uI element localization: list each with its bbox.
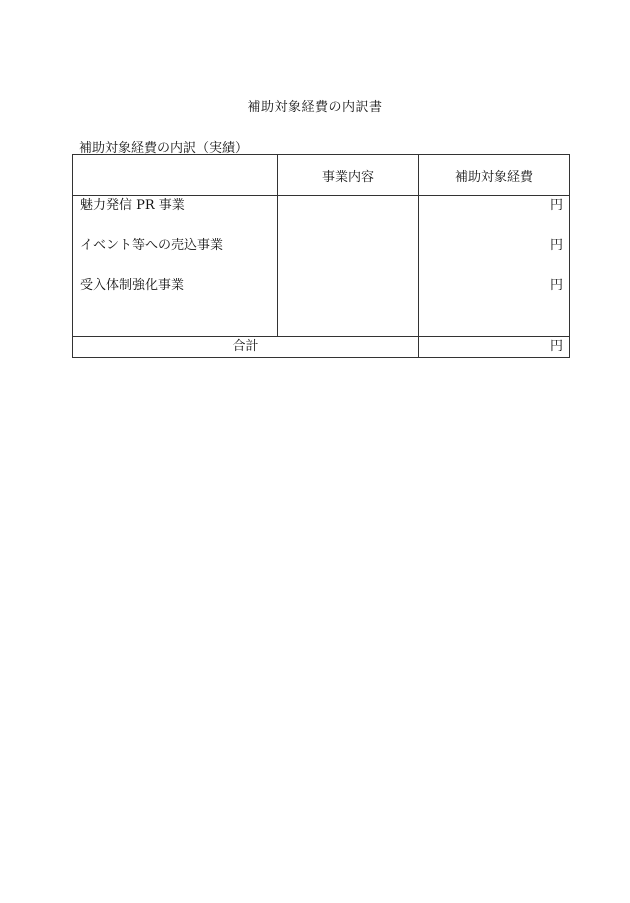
section-title: 補助対象経費の内訳（実績）: [79, 141, 249, 156]
item-list: [73, 196, 277, 316]
amount-unit: 円: [549, 238, 563, 253]
total-label: 合計: [73, 337, 419, 358]
list-item[interactable]: [278, 276, 418, 316]
list-item[interactable]: [278, 236, 418, 276]
expense-breakdown-table: [72, 154, 570, 358]
header-item: [73, 155, 278, 196]
amount-list: [419, 196, 569, 316]
header-content: 事業内容: [278, 155, 419, 196]
list-item[interactable]: [278, 196, 418, 236]
total-row: [73, 337, 570, 358]
list-item: 魅力発信 PR 事業: [80, 198, 185, 213]
list-item: 受入体制強化事業: [80, 278, 185, 293]
content-cell[interactable]: [278, 196, 419, 337]
total-amount-unit: 円: [419, 337, 570, 358]
amount-unit: 円: [549, 198, 563, 213]
table-body-row: [73, 196, 570, 337]
page-title: 補助対象経費の内訳書: [247, 100, 383, 115]
list-item: イベント等への売込事業: [80, 238, 224, 253]
item-cell: [73, 196, 278, 337]
content-list: [278, 196, 418, 316]
amount-cell[interactable]: [419, 196, 570, 337]
amount-unit: 円: [549, 278, 563, 293]
header-expense: 補助対象経費: [419, 155, 570, 196]
table-header-row: [73, 155, 570, 196]
